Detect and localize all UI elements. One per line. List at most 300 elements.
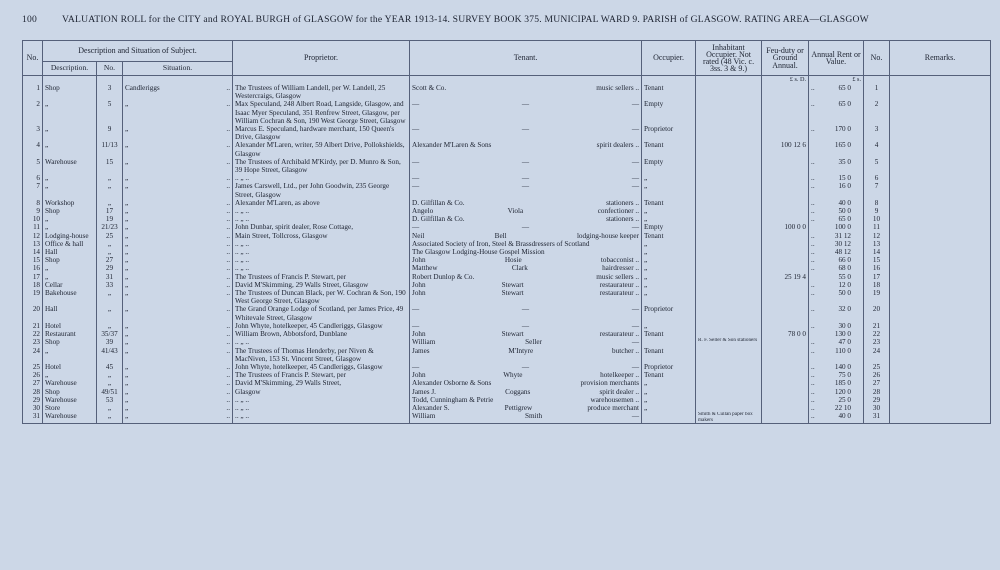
page-header [22, 14, 990, 28]
tenant-surname: — [521, 157, 530, 166]
table-row [23, 248, 991, 256]
row-number-right: 5 [864, 158, 890, 174]
rent-cell: 140 0 [834, 362, 852, 371]
tenant-trade: confectioner [597, 207, 634, 216]
description-cell: Store [43, 404, 97, 412]
tenant-surname: Clark [511, 264, 528, 273]
description-cell: „ [43, 125, 97, 141]
street-number-cell: „ [97, 404, 123, 412]
proprietor-cell: .. „ .. [233, 174, 410, 182]
tenant-trade: — [631, 157, 640, 166]
tenant-surname: — [521, 125, 530, 134]
remarks-cell [890, 240, 991, 248]
occupier-cell: Tenant [642, 141, 696, 157]
rent-dots: .. [811, 207, 815, 216]
leader-dots: .. [226, 125, 231, 134]
situation-cell: „ [125, 330, 129, 339]
row-number: 28 [23, 388, 43, 396]
rent-dots: .. [811, 84, 815, 92]
street-number-cell: „ [97, 240, 123, 248]
proprietor-cell: .. „ .. [233, 338, 410, 346]
occupier-cell: „ [642, 273, 696, 281]
remarks-cell [890, 371, 991, 379]
rent-cell: 22 10 [834, 403, 852, 412]
tenant-name: John [412, 280, 426, 289]
col-description: Description. [43, 62, 97, 76]
tenant-dots: .. [635, 289, 640, 298]
leader-dots: .. [226, 338, 231, 347]
col-inhabitant-occupier: Inhabitant Occupier. Not rated (48 Vic. c. 3ss. 3 & 9.) [696, 41, 762, 76]
tenant-surname: Seller [525, 338, 542, 347]
description-cell: Shop [43, 256, 97, 264]
rent-dots: .. [811, 379, 815, 388]
tenant-dots: .. [635, 207, 640, 216]
situation-cell: „ [125, 395, 129, 404]
description-cell: Warehouse [43, 396, 97, 404]
occupier-cell: „ [642, 289, 696, 305]
situation-cell: „ [125, 346, 129, 355]
proprietor-cell: Alexander M'Laren, as above [233, 199, 410, 207]
remarks-cell [890, 264, 991, 272]
rent-units: £ s. [809, 76, 864, 85]
proprietor-cell: .. „ .. [233, 207, 410, 215]
row-number: 12 [23, 232, 43, 240]
situation-cell: „ [125, 264, 129, 273]
feu-duty-cell [762, 248, 809, 256]
situation-cell: „ [125, 305, 129, 314]
street-number-cell: „ [97, 305, 123, 321]
rent-cell: 40 0 [838, 198, 852, 207]
tenant-surname: Whyte [503, 371, 523, 380]
row-number: 1 [23, 84, 43, 100]
table-row [23, 404, 991, 412]
feu-duty-cell [762, 289, 809, 305]
col-proprietor: Proprietor. [233, 41, 410, 76]
table-row [23, 347, 991, 363]
tenant-trade: spirit dealers [596, 141, 634, 150]
feu-duty-cell [762, 100, 809, 125]
rent-dots: .. [811, 231, 815, 240]
situation-cell: „ [125, 371, 129, 380]
leader-dots: .. [226, 305, 231, 314]
table-row [23, 215, 991, 223]
street-number-cell: 31 [97, 273, 123, 281]
leader-dots: .. [226, 174, 231, 183]
leader-dots: .. [226, 346, 231, 355]
rent-cell: 110 0 [835, 346, 852, 355]
description-cell: „ [43, 264, 97, 272]
row-number-right: 14 [864, 248, 890, 256]
row-number-right: 23 [864, 338, 890, 346]
rent-cell: 32 0 [838, 305, 852, 314]
feu-duty-cell [762, 388, 809, 396]
feu-duty-cell [762, 396, 809, 404]
tenant-surname: — [521, 174, 530, 183]
rent-cell: 130 0 [834, 330, 852, 339]
row-number-right: 10 [864, 215, 890, 223]
description-cell: Shop [43, 338, 97, 346]
feu-duty-cell [762, 232, 809, 240]
street-number-cell: „ [97, 182, 123, 198]
occupier-cell: Tenant [642, 330, 696, 338]
remarks-cell [890, 215, 991, 223]
feu-duty-cell: 100 0 0 [762, 223, 809, 231]
leader-dots: .. [226, 387, 231, 396]
leader-dots: .. [226, 223, 231, 232]
rent-dots: .. [811, 264, 815, 273]
feu-duty-cell [762, 182, 809, 198]
feu-duty-cell [762, 404, 809, 412]
table-row [23, 256, 991, 264]
row-number-right: 31 [864, 412, 890, 424]
tenant-dots: .. [635, 387, 640, 396]
tenant-trade: restaurateur [599, 280, 634, 289]
description-cell: Shop [43, 84, 97, 100]
table-row [23, 232, 991, 240]
occupier-cell: Tenant [642, 84, 696, 100]
description-cell: Workshop [43, 199, 97, 207]
feu-duty-cell [762, 125, 809, 141]
row-number-right: 30 [864, 404, 890, 412]
feu-duty-cell: 78 0 0 [762, 330, 809, 338]
occupier-cell: „ [642, 281, 696, 289]
row-number: 3 [23, 125, 43, 141]
rent-cell: 25 0 [838, 395, 852, 404]
table-row [23, 396, 991, 404]
table-row [23, 240, 991, 248]
street-number-cell: 15 [97, 158, 123, 174]
situation-cell: „ [125, 289, 129, 298]
situation-cell: „ [125, 239, 129, 248]
row-number-right: 7 [864, 182, 890, 198]
col-number: No. [97, 62, 123, 76]
occupier-cell: „ [642, 207, 696, 215]
description-cell: „ [43, 182, 97, 198]
situation-cell: „ [125, 174, 129, 183]
table-row [23, 330, 991, 338]
situation-cell: „ [125, 231, 129, 240]
remarks-cell [890, 248, 991, 256]
rent-cell: 185 0 [834, 379, 852, 388]
row-number: 15 [23, 256, 43, 264]
tenant-name: James J. [412, 387, 436, 396]
tenant-trade: — [631, 412, 639, 421]
col-tenant: Tenant. [410, 41, 642, 76]
street-number-cell: 27 [97, 256, 123, 264]
row-number: 27 [23, 379, 43, 387]
leader-dots: .. [226, 371, 231, 380]
proprietor-cell: Marcus E. Speculand, hardware merchant, 150 Queen's Drive, Glasgow [233, 125, 410, 141]
street-number-cell: 41/43 [97, 347, 123, 363]
row-number: 7 [23, 182, 43, 198]
col-remarks: Remarks. [890, 41, 991, 76]
occupier-cell: „ [642, 248, 696, 256]
tenant-name: Alexander Osborne & Sons [412, 379, 492, 388]
tenant-trade: music sellers [596, 272, 634, 281]
remarks-cell [890, 223, 991, 231]
proprietor-cell: The Trustees of Francis P. Stewart, per [233, 273, 410, 281]
tenant-trade: provision merchants [580, 379, 640, 388]
tenant-trade: — [631, 305, 640, 314]
feu-duty-cell [762, 338, 809, 346]
row-number-right: 26 [864, 371, 890, 379]
street-number-cell: „ [97, 248, 123, 256]
proprietor-cell: Glasgow [233, 388, 410, 396]
tenant-trade: tobacconist [600, 256, 634, 265]
rent-dots: .. [811, 248, 815, 257]
rent-dots: .. [811, 100, 815, 109]
tenant-trade: produce merchant [587, 403, 639, 412]
rent-dots: .. [811, 371, 815, 380]
page-title: VALUATION ROLL for the CITY and ROYAL BURGH of GLASGOW for the YEAR 1913-14. SURVEY BOOK 375. MUNICIPAL WARD 9. PARISH of GLASGOW. RATING AREA—GLASGOW [62, 14, 869, 25]
proprietor-cell: The Trustees of Archibald M'Kirdy, per D. Munro & Son, 39 Hope Street, Glasgow [233, 158, 410, 174]
tenant-dots: .. [635, 198, 639, 207]
tenant-name: — [412, 125, 420, 134]
leader-dots: .. [226, 264, 231, 273]
tenant-trade: restaurateur [599, 289, 634, 298]
table-row [23, 412, 991, 424]
col-no-right: No. [864, 41, 890, 76]
description-cell: Shop [43, 388, 97, 396]
tenant-dots: .. [635, 280, 640, 289]
leader-dots: .. [226, 100, 231, 109]
remarks-cell [890, 412, 991, 424]
tenant-name: Alexander M'Laren & Sons [412, 141, 492, 150]
tenant-name: — [412, 305, 420, 314]
occupier-cell: „ [642, 404, 696, 412]
rent-dots: .. [811, 403, 815, 412]
row-number-right: 8 [864, 199, 890, 207]
situation-cell: „ [125, 338, 129, 347]
col-situation: Situation. [123, 62, 233, 76]
tenant-trade: — [631, 223, 640, 232]
proprietor-cell: Alexander M'Laren, writer, 59 Albert Drive, Pollokshields, Glasgow [233, 141, 410, 157]
rent-dots: .. [811, 362, 815, 371]
units-row [23, 76, 991, 85]
leader-dots: .. [226, 182, 231, 191]
tenant-trade: — [631, 182, 640, 191]
feu-duty-cell [762, 84, 809, 100]
situation-cell: „ [125, 321, 129, 330]
row-number: 24 [23, 347, 43, 363]
rent-cell: 65 0 [838, 215, 852, 224]
leader-dots: .. [226, 239, 231, 248]
street-number-cell: „ [97, 322, 123, 330]
proprietor-cell: .. „ .. [233, 215, 410, 223]
street-number-cell: 33 [97, 281, 123, 289]
table-row [23, 363, 991, 371]
situation-cell: „ [125, 403, 129, 412]
situation-cell: „ [125, 362, 129, 371]
occupier-cell: Proprietor [642, 125, 696, 141]
occupier-cell: „ [642, 174, 696, 182]
tenant-dots: .. [635, 395, 639, 404]
tenant-surname: M'Intyre [508, 346, 534, 355]
rent-cell: 65 0 [838, 100, 852, 109]
proprietor-cell: .. „ .. [233, 248, 410, 256]
proprietor-cell: .. „ .. [233, 412, 410, 424]
inhabitant-cell: Smith & Cullan paper box makers [698, 412, 753, 423]
table-row [23, 84, 991, 100]
leader-dots: .. [226, 362, 231, 371]
leader-dots: .. [226, 84, 231, 92]
description-cell: Warehouse [43, 379, 97, 387]
table-row [23, 273, 991, 281]
proprietor-cell: .. „ .. [233, 396, 410, 404]
rent-dots: .. [811, 395, 815, 404]
tenant-trade: — [631, 125, 640, 134]
feu-duty-cell [762, 240, 809, 248]
situation-cell: Candleriggs [125, 84, 160, 92]
situation-cell: „ [125, 379, 129, 388]
proprietor-cell: The Trustees of Duncan Black, per W. Cochran & Son, 190 West George Street, Glasgow [233, 289, 410, 305]
tenant-trade: warehousemen [590, 395, 634, 404]
situation-cell: „ [125, 207, 129, 216]
table-row [23, 174, 991, 182]
tenant-trade: — [631, 100, 640, 109]
remarks-cell [890, 388, 991, 396]
feu-duty-cell [762, 215, 809, 223]
description-cell: „ [43, 215, 97, 223]
rent-cell: 48 12 [834, 248, 852, 257]
tenant-dots: .. [635, 141, 639, 150]
table-row [23, 141, 991, 157]
situation-cell: „ [125, 256, 129, 265]
leader-dots: .. [226, 198, 231, 207]
proprietor-cell: Main Street, Tollcross, Glasgow [233, 232, 410, 240]
row-number-right: 4 [864, 141, 890, 157]
table-row [23, 338, 991, 346]
leader-dots: .. [226, 412, 231, 421]
row-number: 11 [23, 223, 43, 231]
row-number: 8 [23, 199, 43, 207]
row-number: 26 [23, 371, 43, 379]
feu-duty-cell [762, 347, 809, 363]
remarks-cell [890, 174, 991, 182]
street-number-cell: 53 [97, 396, 123, 404]
rent-cell: 68 0 [838, 264, 852, 273]
remarks-cell [890, 281, 991, 289]
tenant-name: D. Gilfillan & Co. [412, 198, 465, 207]
remarks-cell [890, 207, 991, 215]
tenant-name: William [412, 338, 436, 347]
remarks-cell [890, 305, 991, 321]
row-number: 16 [23, 264, 43, 272]
remarks-cell [890, 396, 991, 404]
description-cell: Restaurant [43, 330, 97, 338]
page-number: 100 [22, 14, 37, 25]
rent-dots: .. [811, 305, 815, 314]
row-number-right: 19 [864, 289, 890, 305]
row-number: 20 [23, 305, 43, 321]
rent-dots: .. [811, 289, 815, 298]
tenant-name: Associated Society of Iron, Steel & Brassdressers of Scotland [412, 239, 590, 248]
occupier-cell [642, 338, 696, 346]
tenant-dots: .. [635, 346, 639, 355]
remarks-cell [890, 289, 991, 305]
tenant-trade: — [631, 362, 640, 371]
remarks-cell [890, 379, 991, 387]
proprietor-cell: David M'Skimming, 29 Walls Street, Glasgow [233, 281, 410, 289]
rent-cell: 12 0 [838, 280, 852, 289]
tenant-name: John [412, 256, 426, 265]
street-number-cell: 19 [97, 215, 123, 223]
tenant-trade: spirit dealer [599, 387, 634, 396]
remarks-cell [890, 347, 991, 363]
street-number-cell: 45 [97, 363, 123, 371]
feu-duty-cell [762, 264, 809, 272]
rent-dots: .. [811, 182, 815, 191]
row-number: 23 [23, 338, 43, 346]
occupier-cell: „ [642, 182, 696, 198]
rent-cell: 35 0 [838, 157, 852, 166]
row-number-right: 9 [864, 207, 890, 215]
rent-cell: 15 0 [838, 174, 852, 183]
rent-cell: 55 0 [838, 272, 852, 281]
occupier-cell: Empty [642, 158, 696, 174]
feu-duty-cell [762, 371, 809, 379]
feu-duty-cell [762, 158, 809, 174]
occupier-cell: „ [642, 379, 696, 387]
inhabitant-cell: R. F. Seller & Son stationers [698, 338, 758, 344]
remarks-cell [890, 199, 991, 207]
row-number-right: 29 [864, 396, 890, 404]
row-number: 2 [23, 100, 43, 125]
occupier-cell: Tenant [642, 347, 696, 363]
tenant-surname: Stewart [501, 280, 524, 289]
rent-cell: 100 0 [834, 223, 852, 232]
feu-duty-cell [762, 322, 809, 330]
occupier-cell: „ [642, 215, 696, 223]
remarks-cell [890, 158, 991, 174]
tenant-trade: — [631, 338, 640, 347]
proprietor-cell: Max Speculand, 248 Albert Road, Langside, Glasgow, and Isaac Myer Speculand, 351 Renfrew Street, Glasgow, per William Cochran & Son, 190 West George Street, Glasgow [233, 100, 410, 125]
row-number: 21 [23, 322, 43, 330]
rent-dots: .. [811, 239, 815, 248]
row-number-right: 3 [864, 125, 890, 141]
row-number: 5 [23, 158, 43, 174]
leader-dots: .. [226, 248, 231, 257]
occupier-cell: „ [642, 256, 696, 264]
feu-duty-cell [762, 281, 809, 289]
remarks-cell [890, 256, 991, 264]
remarks-cell [890, 404, 991, 412]
proprietor-cell: .. „ .. [233, 256, 410, 264]
row-number-right: 17 [864, 273, 890, 281]
row-number-right: 12 [864, 232, 890, 240]
street-number-cell: „ [97, 371, 123, 379]
table-row [23, 289, 991, 305]
row-number-right: 6 [864, 174, 890, 182]
tenant-surname: — [521, 100, 530, 109]
row-number: 10 [23, 215, 43, 223]
row-number: 29 [23, 396, 43, 404]
description-cell: „ [43, 347, 97, 363]
feu-duty-cell [762, 363, 809, 371]
tenant-name: — [412, 321, 420, 330]
description-cell: „ [43, 141, 97, 157]
proprietor-cell: The Trustees of William Landell, per W. Landell, 25 Westercraigs, Glasgow [233, 84, 410, 100]
tenant-name: William [412, 412, 436, 421]
occupier-cell: Tenant [642, 371, 696, 379]
remarks-cell [890, 330, 991, 338]
tenant-trade: restaurateur [599, 330, 634, 339]
tenant-trade: — [631, 174, 640, 183]
rent-dots: .. [811, 157, 815, 166]
occupier-cell: Proprietor [642, 363, 696, 371]
row-number: 6 [23, 174, 43, 182]
tenant-name: Robert Dunlop & Co. [412, 272, 475, 281]
